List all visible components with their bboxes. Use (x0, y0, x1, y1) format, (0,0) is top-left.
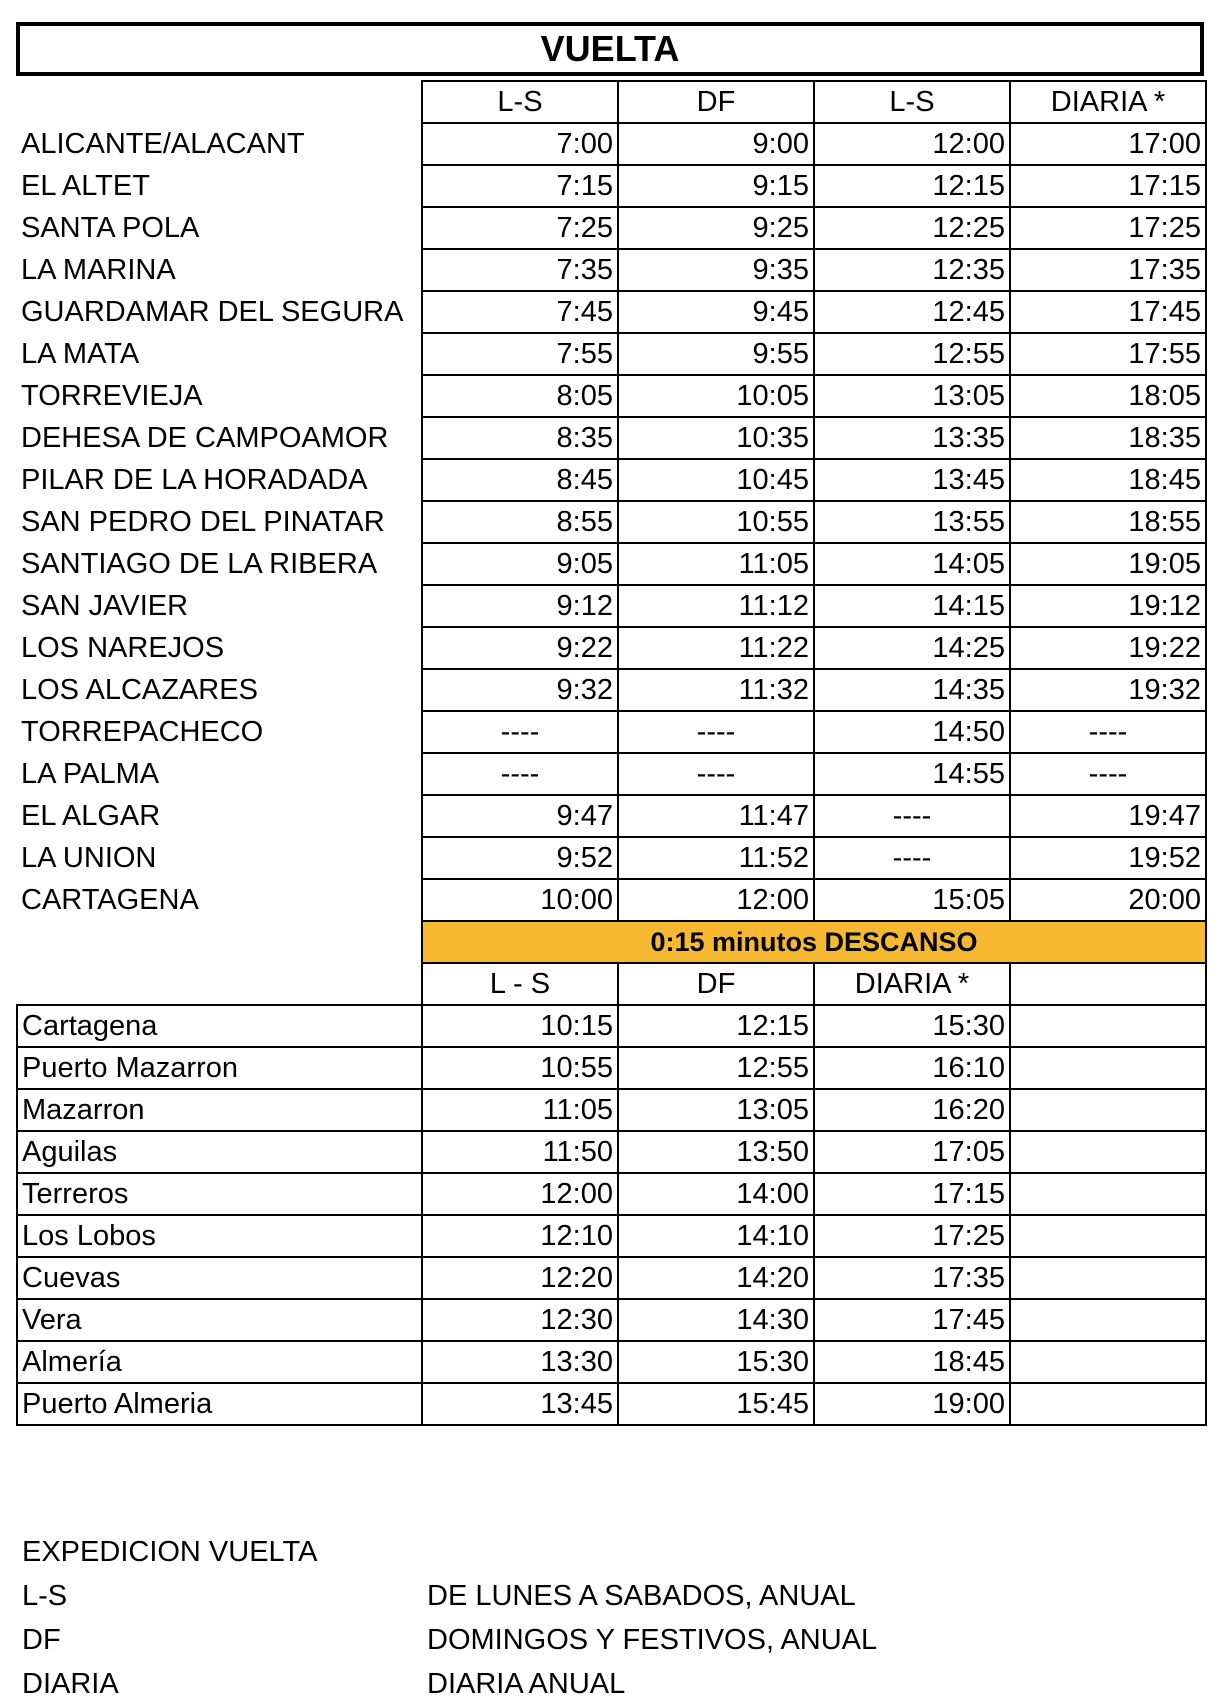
departure-time: 13:05 (814, 375, 1010, 417)
table-row (17, 753, 1206, 795)
stop-name: EL ALGAR (17, 795, 422, 837)
departure-time: 14:30 (618, 1299, 814, 1341)
table-row (17, 711, 1206, 753)
departure-time: 18:45 (814, 1341, 1010, 1383)
departure-time: 19:52 (1010, 837, 1206, 879)
stop-name: Almería (17, 1341, 422, 1383)
departure-time: 7:35 (422, 249, 618, 291)
legend-description: DIARIA ANUAL (427, 1668, 626, 1700)
departure-time: 13:50 (618, 1131, 814, 1173)
departure-time: 9:12 (422, 585, 618, 627)
stop-name: ALICANTE/ALACANT (17, 123, 422, 165)
departure-time: 17:45 (814, 1299, 1010, 1341)
stop-name: Mazarron (17, 1089, 422, 1131)
departure-time: 11:52 (618, 837, 814, 879)
departure-time: 13:45 (422, 1383, 618, 1425)
departure-time: 10:15 (422, 1005, 618, 1047)
departure-time: 12:35 (814, 249, 1010, 291)
departure-time: 15:05 (814, 879, 1010, 921)
departure-time: 12:45 (814, 291, 1010, 333)
departure-time: 11:05 (422, 1089, 618, 1131)
departure-time: 13:55 (814, 501, 1010, 543)
departure-time: 17:25 (814, 1215, 1010, 1257)
table-row (17, 795, 1206, 837)
column-header (1010, 963, 1206, 1005)
departure-time: 9:25 (618, 207, 814, 249)
departure-time: 19:22 (1010, 627, 1206, 669)
departure-time: 11:05 (618, 543, 814, 585)
departure-time (1010, 1257, 1206, 1299)
departure-time: ---- (1010, 711, 1206, 753)
column-header: DF (618, 963, 814, 1005)
table-row (17, 1047, 1206, 1089)
departure-time: 16:10 (814, 1047, 1010, 1089)
departure-time (1010, 1299, 1206, 1341)
departure-time: 11:32 (618, 669, 814, 711)
departure-time: 8:55 (422, 501, 618, 543)
departure-time: 9:47 (422, 795, 618, 837)
departure-time: 19:05 (1010, 543, 1206, 585)
stop-name: SAN PEDRO DEL PINATAR (17, 501, 422, 543)
stop-name: EL ALTET (17, 165, 422, 207)
departure-time: ---- (422, 711, 618, 753)
departure-time: 12:00 (422, 1173, 618, 1215)
departure-time: 14:05 (814, 543, 1010, 585)
stop-name: LA UNION (17, 837, 422, 879)
stop-name: LA MARINA (17, 249, 422, 291)
table-row (17, 1299, 1206, 1341)
rest-band-row (17, 921, 1206, 963)
stop-name: GUARDAMAR DEL SEGURA (17, 291, 422, 333)
stop-name: CARTAGENA (17, 879, 422, 921)
departure-time: ---- (814, 837, 1010, 879)
table-row (17, 585, 1206, 627)
departure-time: ---- (618, 753, 814, 795)
departure-time (1010, 1383, 1206, 1425)
table-row (17, 1173, 1206, 1215)
table-row (17, 1215, 1206, 1257)
departure-time: ---- (814, 795, 1010, 837)
departure-time: 17:15 (1010, 165, 1206, 207)
stop-name: SAN JAVIER (17, 585, 422, 627)
departure-time (1010, 1047, 1206, 1089)
departure-time: 14:35 (814, 669, 1010, 711)
table-row (17, 1257, 1206, 1299)
departure-time: 9:15 (618, 165, 814, 207)
column-header: DIARIA * (1010, 81, 1206, 123)
departure-time: 19:47 (1010, 795, 1206, 837)
stop-name: Vera (17, 1299, 422, 1341)
band-blank (17, 921, 422, 963)
table-row (17, 333, 1206, 375)
table-row (17, 207, 1206, 249)
departure-time: 12:20 (422, 1257, 618, 1299)
stop-name: PILAR DE LA HORADADA (17, 459, 422, 501)
stop-name: LOS NAREJOS (17, 627, 422, 669)
departure-time: 18:55 (1010, 501, 1206, 543)
departure-time: 9:52 (422, 837, 618, 879)
table-row (17, 249, 1206, 291)
departure-time (1010, 1215, 1206, 1257)
departure-time: 11:12 (618, 585, 814, 627)
legend-item (22, 1662, 877, 1706)
departure-time: 9:22 (422, 627, 618, 669)
departure-time: 16:20 (814, 1089, 1010, 1131)
departure-time: 10:45 (618, 459, 814, 501)
departure-time: 18:35 (1010, 417, 1206, 459)
departure-time (1010, 1089, 1206, 1131)
departure-time: 14:15 (814, 585, 1010, 627)
departure-time: 11:47 (618, 795, 814, 837)
departure-time: 11:22 (618, 627, 814, 669)
departure-time: 17:15 (814, 1173, 1010, 1215)
departure-time: 9:05 (422, 543, 618, 585)
legend-code: DF (22, 1624, 61, 1656)
legend-description: DOMINGOS Y FESTIVOS, ANUAL (427, 1624, 878, 1656)
legend-item (22, 1618, 877, 1662)
departure-time: 12:55 (814, 333, 1010, 375)
table-row (17, 1341, 1206, 1383)
table-row (17, 417, 1206, 459)
departure-time: 14:25 (814, 627, 1010, 669)
departure-time: 12:55 (618, 1047, 814, 1089)
departure-time: 10:05 (618, 375, 814, 417)
departure-time: 17:45 (1010, 291, 1206, 333)
departure-time: 14:55 (814, 753, 1010, 795)
departure-time: 11:50 (422, 1131, 618, 1173)
stop-name: Cuevas (17, 1257, 422, 1299)
table-row (17, 501, 1206, 543)
departure-time: 9:32 (422, 669, 618, 711)
departure-time: 10:55 (618, 501, 814, 543)
departure-time: 14:10 (618, 1215, 814, 1257)
column-header: L - S (422, 963, 618, 1005)
table-row (17, 669, 1206, 711)
column-header-row (17, 963, 1206, 1005)
stop-name: DEHESA DE CAMPOAMOR (17, 417, 422, 459)
rest-band: 0:15 minutos DESCANSO (422, 921, 1206, 963)
departure-time: 13:05 (618, 1089, 814, 1131)
departure-time: 12:25 (814, 207, 1010, 249)
stop-name: Los Lobos (17, 1215, 422, 1257)
departure-time: 20:00 (1010, 879, 1206, 921)
timetable (16, 80, 1207, 1426)
departure-time: 7:45 (422, 291, 618, 333)
departure-time: 9:00 (618, 123, 814, 165)
legend-code: L-S (22, 1580, 68, 1612)
departure-time: 7:00 (422, 123, 618, 165)
table-row (17, 1131, 1206, 1173)
departure-time: 19:32 (1010, 669, 1206, 711)
stop-name: Terreros (17, 1173, 422, 1215)
departure-time: 8:05 (422, 375, 618, 417)
table-row (17, 543, 1206, 585)
column-header: L-S (814, 81, 1010, 123)
departure-time: 7:15 (422, 165, 618, 207)
stop-name: TORREVIEJA (17, 375, 422, 417)
departure-time: 9:45 (618, 291, 814, 333)
legend-item (22, 1574, 877, 1618)
departure-time: 12:10 (422, 1215, 618, 1257)
departure-time (1010, 1173, 1206, 1215)
departure-time: 12:30 (422, 1299, 618, 1341)
departure-time: 15:30 (618, 1341, 814, 1383)
departure-time: 18:45 (1010, 459, 1206, 501)
departure-time: 15:30 (814, 1005, 1010, 1047)
column-header: DIARIA * (814, 963, 1010, 1005)
stop-name: SANTIAGO DE LA RIBERA (17, 543, 422, 585)
departure-time: 17:35 (1010, 249, 1206, 291)
departure-time: 7:55 (422, 333, 618, 375)
departure-time: 9:55 (618, 333, 814, 375)
departure-time: 10:55 (422, 1047, 618, 1089)
departure-time: 13:45 (814, 459, 1010, 501)
departure-time: 8:35 (422, 417, 618, 459)
departure-time: 17:55 (1010, 333, 1206, 375)
departure-time: 17:00 (1010, 123, 1206, 165)
legend-code: DIARIA (22, 1668, 119, 1700)
departure-time: 14:00 (618, 1173, 814, 1215)
departure-time: ---- (618, 711, 814, 753)
header-blank (17, 81, 422, 123)
departure-time: 19:12 (1010, 585, 1206, 627)
departure-time: 17:05 (814, 1131, 1010, 1173)
departure-time: 7:25 (422, 207, 618, 249)
stop-name: Puerto Mazarron (17, 1047, 422, 1089)
departure-time: 17:25 (1010, 207, 1206, 249)
table-row (17, 1005, 1206, 1047)
departure-time: 17:35 (814, 1257, 1010, 1299)
departure-time: 9:35 (618, 249, 814, 291)
departure-time: 10:00 (422, 879, 618, 921)
stop-name: Aguilas (17, 1131, 422, 1173)
departure-time: 8:45 (422, 459, 618, 501)
table-row (17, 837, 1206, 879)
departure-time: ---- (422, 753, 618, 795)
table-row (17, 459, 1206, 501)
stop-name: TORREPACHECO (17, 711, 422, 753)
column-header: DF (618, 81, 814, 123)
departure-time (1010, 1131, 1206, 1173)
departure-time: 13:35 (814, 417, 1010, 459)
stop-name: SANTA POLA (17, 207, 422, 249)
table-row (17, 375, 1206, 417)
timetable-title: VUELTA (16, 22, 1204, 76)
table-row (17, 627, 1206, 669)
departure-time: 19:00 (814, 1383, 1010, 1425)
table-row (17, 165, 1206, 207)
table-row (17, 879, 1206, 921)
stop-name: LA PALMA (17, 753, 422, 795)
departure-time: 12:15 (814, 165, 1010, 207)
table-row (17, 1383, 1206, 1425)
legend (22, 1530, 877, 1706)
departure-time (1010, 1005, 1206, 1047)
departure-time: 15:45 (618, 1383, 814, 1425)
column-header: L-S (422, 81, 618, 123)
departure-time: 13:30 (422, 1341, 618, 1383)
table-row (17, 291, 1206, 333)
stop-name: LOS ALCAZARES (17, 669, 422, 711)
departure-time: 14:20 (618, 1257, 814, 1299)
legend-heading: EXPEDICION VUELTA (22, 1536, 318, 1568)
departure-time: 14:50 (814, 711, 1010, 753)
stop-name: LA MATA (17, 333, 422, 375)
departure-time: 12:00 (814, 123, 1010, 165)
departure-time: 18:05 (1010, 375, 1206, 417)
legend-description: DE LUNES A SABADOS, ANUAL (427, 1580, 856, 1612)
table-row (17, 1089, 1206, 1131)
column-header-row (17, 81, 1206, 123)
departure-time (1010, 1341, 1206, 1383)
departure-time: ---- (1010, 753, 1206, 795)
stop-name: Puerto Almeria (17, 1383, 422, 1425)
header-blank (17, 963, 422, 1005)
table-row (17, 123, 1206, 165)
departure-time: 10:35 (618, 417, 814, 459)
departure-time: 12:00 (618, 879, 814, 921)
stop-name: Cartagena (17, 1005, 422, 1047)
departure-time: 12:15 (618, 1005, 814, 1047)
